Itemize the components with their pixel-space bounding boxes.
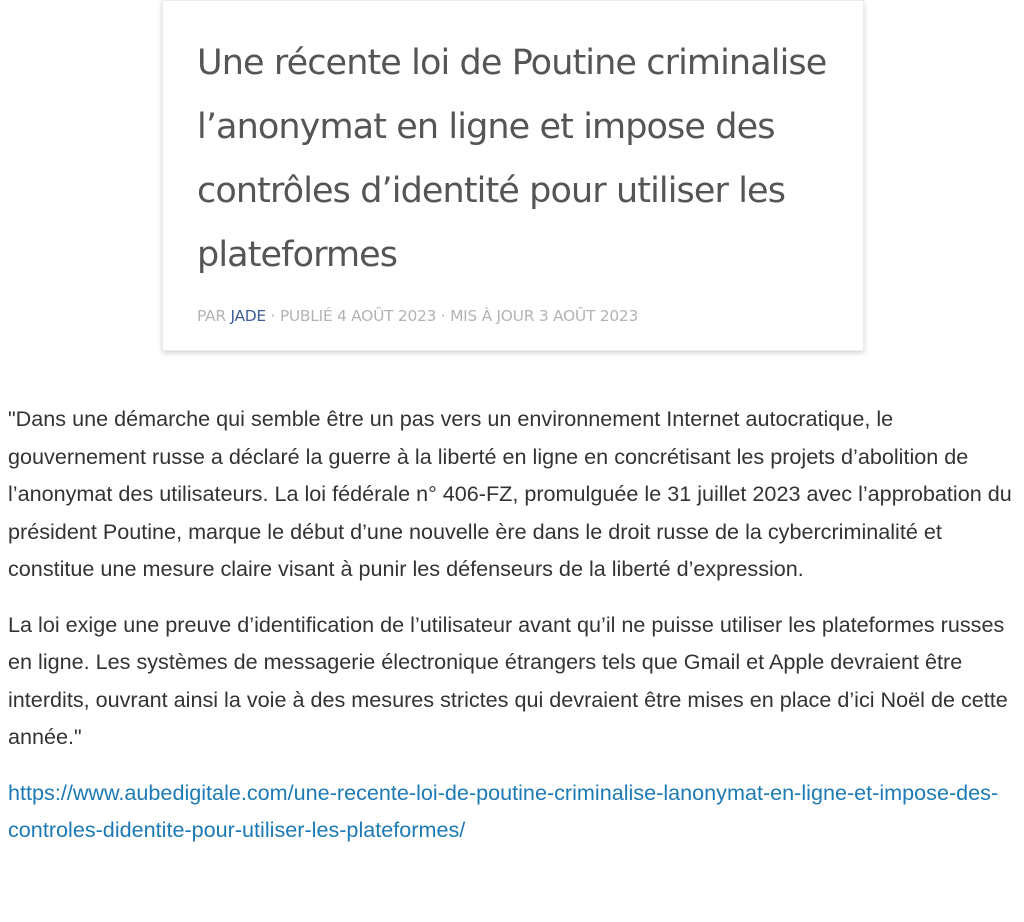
article-title[interactable]: Une récente loi de Poutine criminalise l’anonymat en ligne et impose des contrôles d’identité pour utiliser les plateformes — [197, 43, 827, 275]
author-link[interactable]: JADE — [230, 307, 266, 325]
published-date: PUBLIÉ 4 AOÛT 2023 — [279, 307, 437, 325]
meta-separator: · — [265, 307, 280, 325]
updated-date: MIS À JOUR 3 AOÛT 2023 — [450, 307, 639, 325]
source-url-link[interactable]: https://www.aubedigitale.com/une-recente-loi-de-poutine-criminalise-lanonymat-en-ligne-et-impose-des-controles-didentite-pour-utiliser-les-plateformes/ — [8, 779, 999, 842]
article-preview-card[interactable] — [162, 0, 864, 351]
byline-prefix: PAR — [197, 307, 226, 325]
quoted-article-text — [8, 400, 1018, 849]
meta-separator: · — [436, 307, 451, 325]
quote-paragraph-2: La loi exige une preuve d’identification de l’utilisateur avant qu’il ne puisse utiliser les plateformes russes en ligne. Les systèmes de messagerie électronique étrangers tels que Gmail et Apple devraient être interdits, ouvrant ainsi la voie à des mesures strictes qui devraient être mises en place d’ici Noël de cette année." — [8, 611, 1008, 749]
article-meta — [197, 307, 638, 325]
quote-paragraph-1: "Dans une démarche qui semble être un pas vers un environnement Internet autocratique, le gouvernement russe a déclaré la guerre à la liberté en ligne en concrétisant les projets d’abolition de l’anonymat des utilisateurs. La loi fédérale n° 406-FZ, promulguée le 31 juillet 2023 avec l’approbation du président Poutine, marque le début d’une nouvelle ère dans le droit russe de la cybercriminalité et constitue une mesure claire visant à punir les défenseurs de la liberté d’expression. — [8, 406, 1012, 581]
